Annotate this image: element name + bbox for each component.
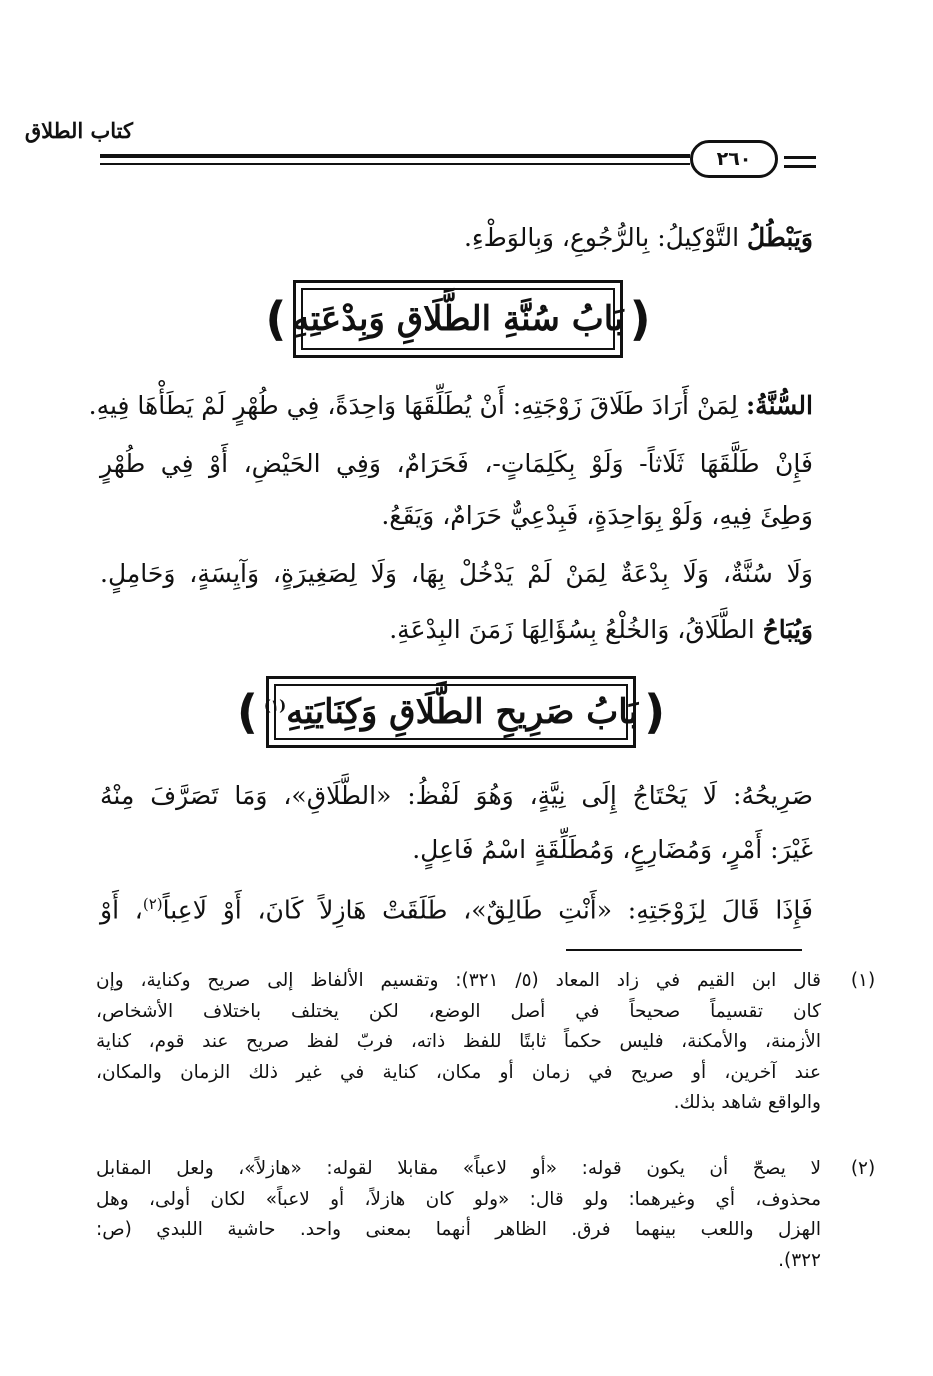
yubah-text: الطَّلَاقُ، وَالخُلْعُ بِسُؤَالِهَا زَمَنَ البِدْعَةِ. [389,615,763,644]
footnote-2-line-2: محذوف، أي وغيرهما: ولو قال: «ولو كان هازلاً، أو لاعباً» لكان أولى، وهل [96,1188,821,1210]
yubah-lead-word: وَيُبَاحُ [762,615,813,644]
footnote-separator [566,949,802,951]
chapter-2-paragraph-2-text: فَإِذَا قَالَ لِزَوْجَتِهِ: «أَنْتِ طَالِقٌ»، طَلَقَتْ هَازِلاً كَانَ، أَوْ لَاعِباً [162,895,813,925]
chapter-2-paragraph-2-tail: ، أَوْ [100,895,143,925]
footnote-1-number: (١) [850,970,876,991]
chapter-1-paragraph-3: وَلَا سُنَّةٌ، وَلَا بِدْعَةٌ لِمَنْ لَمْ يَدْخُلْ بِهَا، وَلَا لِصَغِيرَةٍ، وَآيِسَةٍ، وَحَامِلٍ. [100,559,813,588]
heading-bracket-left: ) [236,685,258,739]
sunna-definition-text: لِمَنْ أَرَادَ طَلَاقَ زَوْجَتِهِ: أَنْ يُطَلِّقَهَا وَاحِدَةً، فِي طُهْرٍ لَمْ يَطَأْهَا فِيهِ. [88,391,746,420]
heading-bracket-right: ( [644,685,666,739]
chapter-2-paragraph-2 [100,884,813,930]
footnote-ref-1: (١) [263,696,287,715]
chapter-heading-box-2 [236,676,666,748]
footnote-2-number: (٢) [850,1158,876,1179]
header-rule-thick [100,154,690,158]
chapter-1-paragraph-2-line-1: فَإِنْ طَلَّقَهَا ثَلَاثاً- وَلَوْ بِكَلِمَاتٍ-، فَحَرَامٌ، وَفِي الحَيْضِ، أَوْ فِي طُهْرٍ [100,449,813,478]
footnote-2-line-4: ٣٢٢). [778,1249,821,1271]
intro-lead-word: وَيَبْطُلُ [746,223,813,252]
chapter-1-paragraph-1 [88,386,813,426]
chapter-heading-inner-frame [236,684,666,740]
chapter-heading-box-1 [265,280,651,358]
page-number: ٢٦٠ [690,140,778,178]
footnote-2-line-1: لا يصحّ أن يكون قوله: «أو لاعباً» مقابلا لقوله: «هازلاً»، ولعل المقابل [96,1158,821,1179]
chapter-2-title [264,692,638,732]
footnote-2-line-3: الهزل واللعب بينهما فرق. الظاهر أنهما بمعنى واحد. حاشية اللبدي (ص: [96,1219,821,1240]
chapter-1-title: بَابُ سُنَّةِ الطَّلَاقِ وَبِدْعَتِهِ [292,299,624,339]
heading-bracket-left: ) [265,292,287,346]
heading-bracket-right: ( [629,292,651,346]
chapter-heading-inner-frame [265,288,651,350]
footnote-1-line-5: والواقع شاهد بذلك. [673,1092,821,1113]
footnote-1-line-4: عند آخرين، أو صريح في زمان أو مكان، كناية في غير ذلك الزمان والمكان، [96,1061,821,1083]
chapter-1-paragraph-4 [100,610,813,650]
footnote-1-line-1: قال ابن القيم في زاد المعاد (٥/ ٣٢١): وتقسيم الألفاظ إلى صريح وكناية، وإن [96,970,822,991]
footnote-1 [96,966,876,1119]
footnote-2 [96,1154,876,1276]
running-header-book-title: كتاب الطلاق [24,118,133,143]
intro-text: التَّوْكِيلُ: بِالرُّجُوعِ، وَبِالوَطْءِ. [463,223,747,252]
chapter-2-title-text: بَابُ صَرِيحِ الطَّلَاقِ وَكِنَايَتِهِ [286,692,639,732]
header-dash-bottom [784,165,816,168]
header-dash-top [784,156,816,159]
intro-paragraph [100,218,813,258]
chapter-2-paragraph-1-line-1: صَرِيحُهُ: لَا يَحْتَاجُ إِلَى نِيَّةٍ، وَهُوَ لَفْظُ: «الطَّلَاقِ»، وَمَا تَصَرَّفَ مِنْهُ [100,781,813,810]
chapter-1-paragraph-2-line-2: وَطِئَ فِيهِ، وَلَوْ بِوَاحِدَةٍ، فَبِدْعِيٌّ حَرَامٌ، وَيَقَعُ. [381,501,813,530]
footnote-ref-2: (٢) [142,895,163,913]
sunna-lead-word: السُّنَّةُ: [745,391,813,420]
footnote-1-line-3: الأزمنة، والأمكنة، فليس حكماً ثابتًا للفظ ذاته، فربّ لفظ صريح عند قوم، كناية [96,1031,821,1052]
header-rule-thin [100,163,690,165]
chapter-2-paragraph-1-line-2: غَيْرَ: أَمْرٍ، وَمُضَارِعٍ، وَمُطَلِّقَةٍ اسْمُ فَاعِلٍ. [412,835,813,864]
footnote-1-line-2: كان تقسيماً صحيحاً في أصل الوضع، لكن يختلف باختلاف الأشخاص، [96,1000,821,1022]
